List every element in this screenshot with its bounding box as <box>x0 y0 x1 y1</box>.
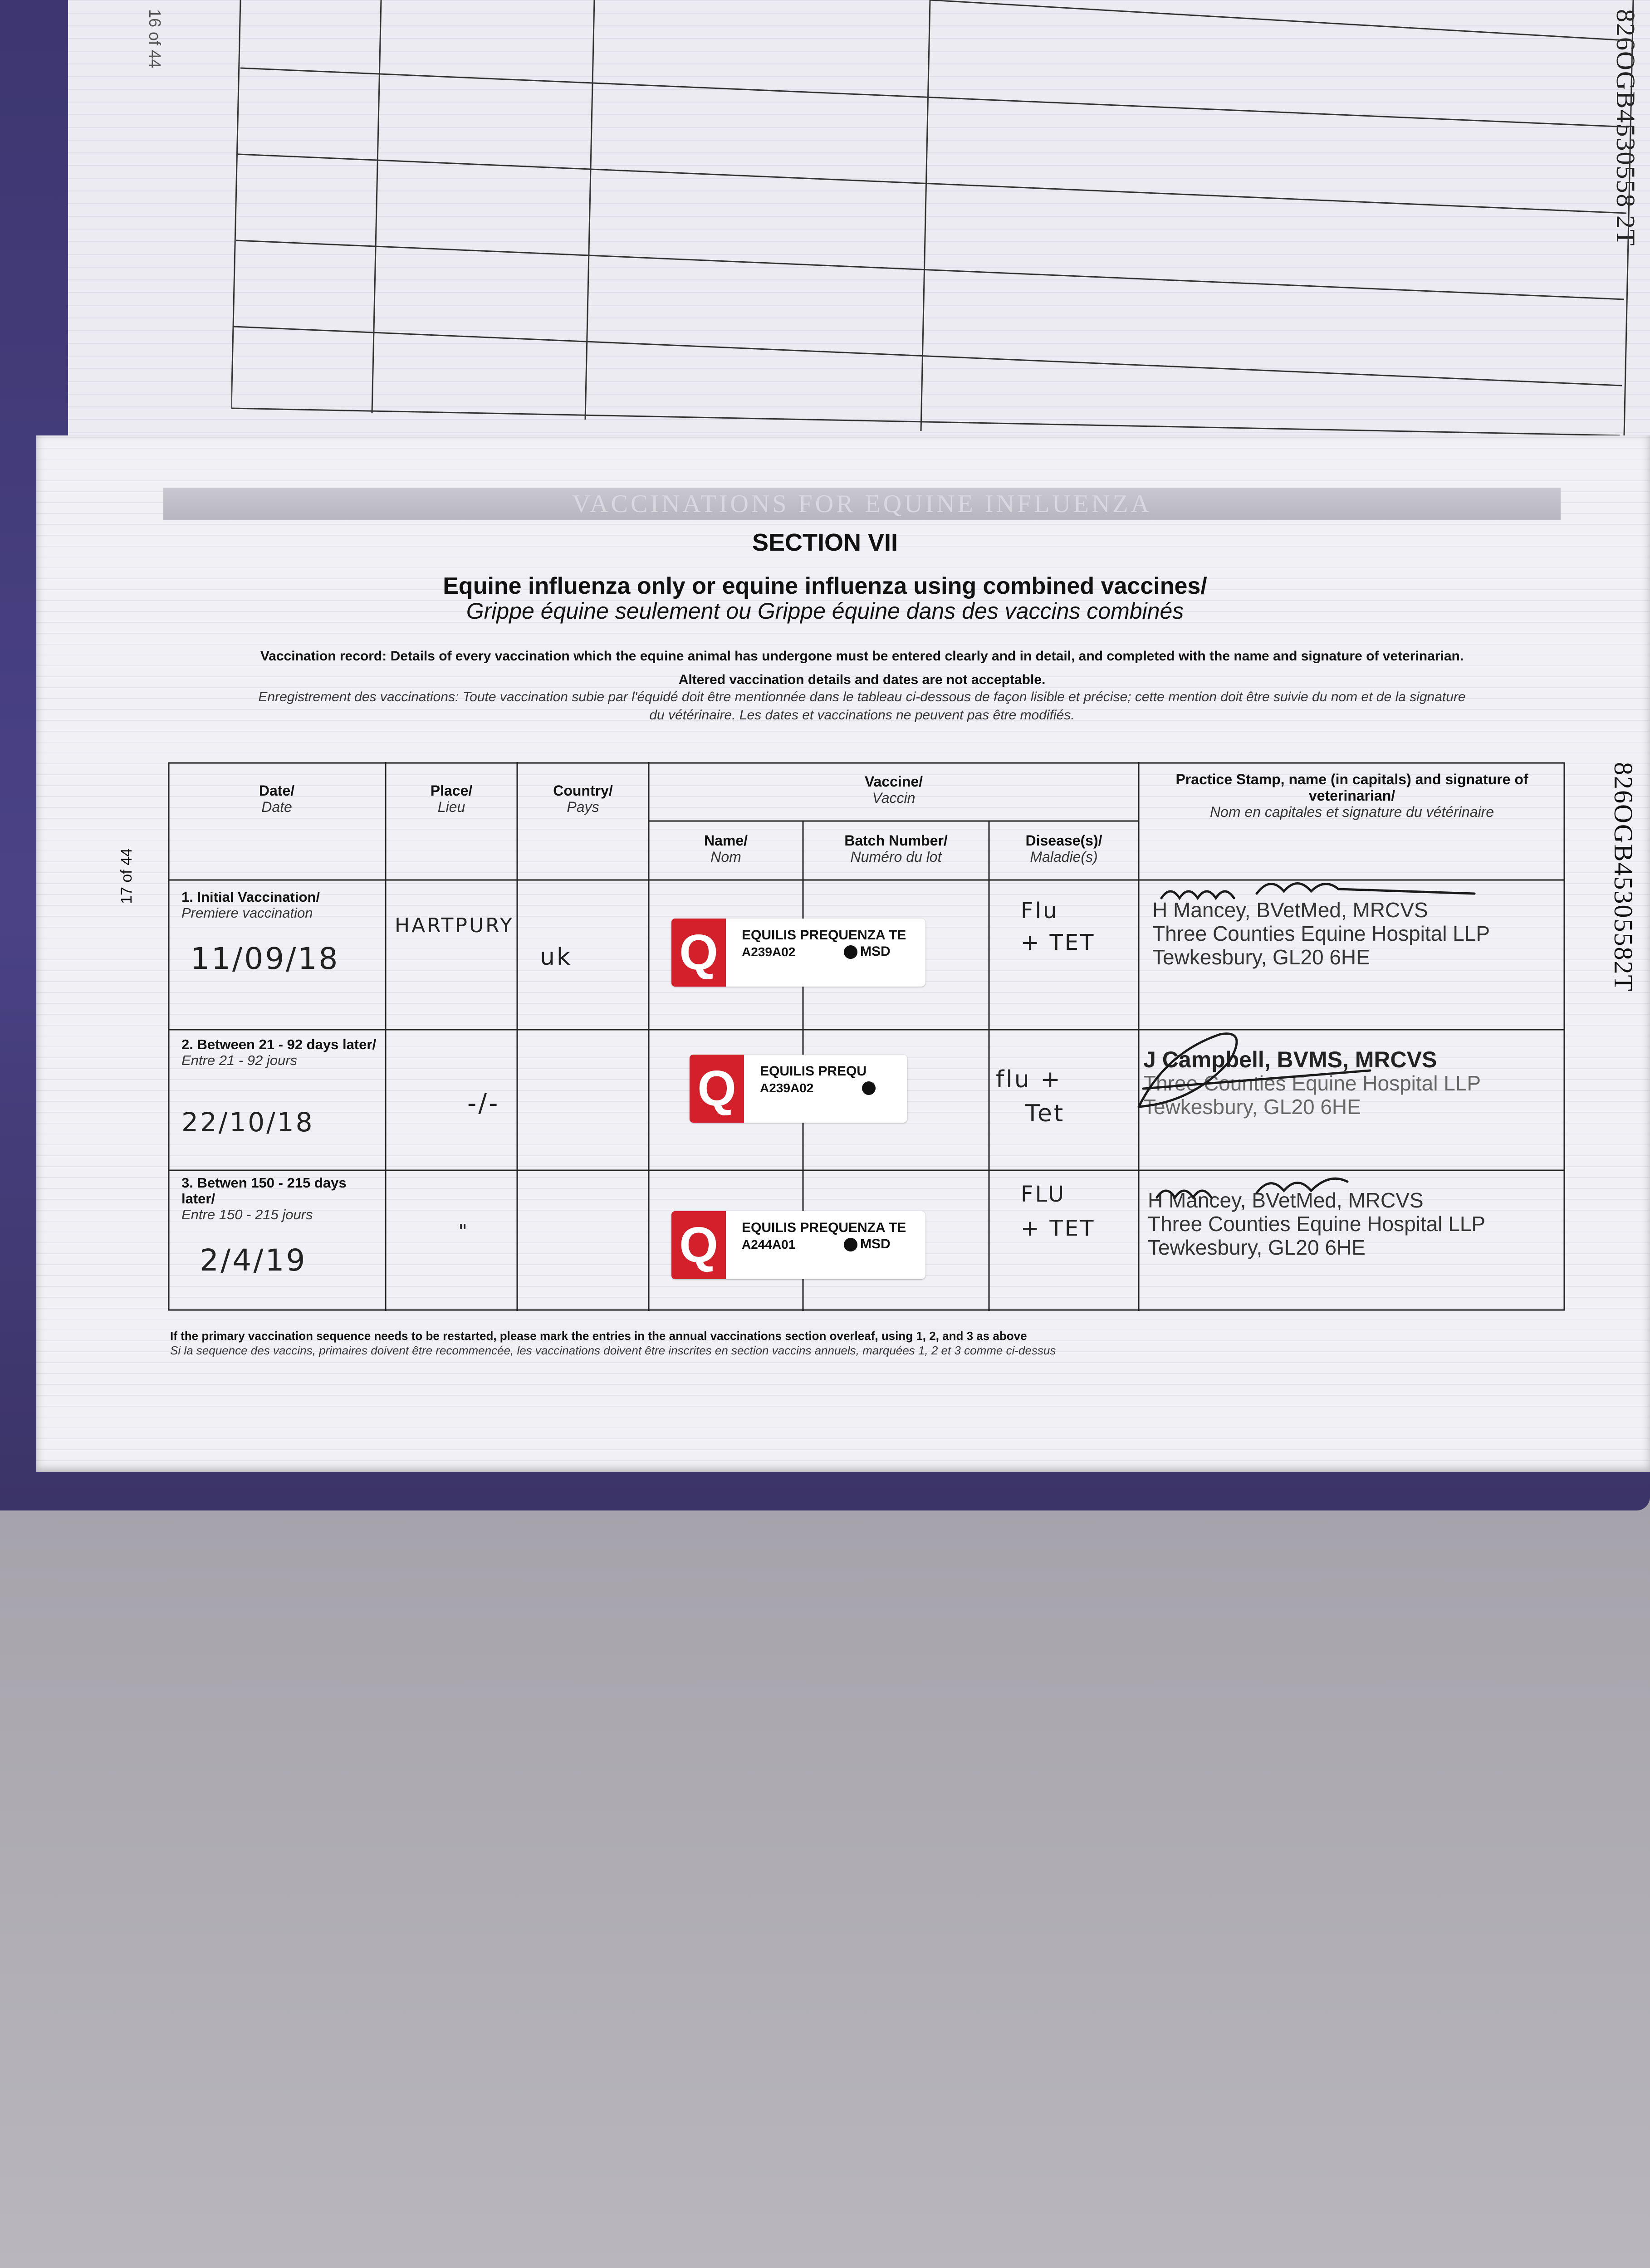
subtitle-french: Grippe équine seulement ou Grippe équine dans des vaccins combinés <box>466 598 1184 624</box>
footer-french: Si la sequence des vaccins, primaires doivent être recommencée, les vaccinations doivent être inscrites en section vaccins annuels, marquées 1, 2 et 3 comme ci-dessus <box>170 1344 1056 1357</box>
sticker1-maker: MSD <box>844 944 891 959</box>
row1-place: HARTPURY <box>395 914 514 937</box>
row3-place: " <box>458 1220 470 1243</box>
sticker1-name: EQUILIS PREQUENZA TE <box>742 928 906 943</box>
msd-logo-icon <box>844 1238 857 1251</box>
previous-page-number: 16 of 44 <box>146 9 164 68</box>
row3-practice-stamp: H Mancey, BVetMed, MRCVS Three Counties Equine Hospital LLP Tewkesbury, GL20 6HE <box>1148 1188 1486 1259</box>
footer-english: If the primary vaccination sequence needs to be restarted, please mark the entries in the annual vaccinations section overleaf, using 1, 2, and 3 as above <box>170 1329 1027 1343</box>
row2-practice-stamp: J Campbell, BVMS, MRCVS Three Counties Equine Hospital LLP Tewkesbury, GL20 6HE <box>1143 1047 1481 1119</box>
section-title: SECTION VII <box>752 529 898 556</box>
header-country: Country/ Pays <box>553 782 613 815</box>
previous-page <box>68 0 1650 458</box>
row-label-second: 2. Between 21 - 92 days later/ Entre 21 - 92 jours <box>181 1036 377 1068</box>
sticker3-name: EQUILIS PREQUENZA TE <box>742 1220 906 1235</box>
page-count: 17 of 44 <box>118 848 135 904</box>
row3-date: 2/4/19 <box>200 1243 307 1278</box>
row2-disease-line2: Tet <box>1025 1100 1065 1127</box>
vaccination-table <box>168 762 1565 1311</box>
vaccine-sticker-2: Q EQUILIS PREQU A239A02 <box>690 1055 907 1123</box>
header-date: Date/ Date <box>259 782 295 815</box>
row2-country: -/- <box>467 1089 500 1118</box>
row1-country: uk <box>540 943 573 971</box>
section-banner: VACCINATIONS FOR EQUINE INFLUENZA <box>163 488 1561 520</box>
instruction-french-2: du vétérinaire. Les dates et vaccinations ne peuvent pas être modifiés. <box>649 708 1075 723</box>
vaccine-sticker-1: Q EQUILIS PREQUENZA TE A239A02 MSD <box>671 919 925 987</box>
row1-disease-line1: Flu <box>1021 898 1059 924</box>
instruction-english-2: Altered vaccination details and dates are not acceptable. <box>678 672 1046 687</box>
header-name: Name/ Nom <box>704 832 748 865</box>
row1-date: 11/09/18 <box>191 941 340 976</box>
sticker2-name: EQUILIS PREQU <box>760 1064 867 1079</box>
header-batch: Batch Number/ Numéro du lot <box>844 832 948 865</box>
header-place: Place/ Lieu <box>430 782 473 815</box>
sticker1-batch: A239A02 <box>742 945 796 959</box>
row-label-third: 3. Betwen 150 - 215 days later/ Entre 150 - 215 jours <box>181 1175 347 1222</box>
msd-logo-icon <box>844 945 857 959</box>
sticker2-batch: A239A02 <box>760 1081 814 1095</box>
sticker3-maker: MSD <box>844 1237 891 1252</box>
sticker3-batch: A244A01 <box>742 1237 796 1251</box>
previous-page-reference: 826OGB4530558 2T <box>1611 9 1640 247</box>
msd-logo-icon <box>862 1081 876 1095</box>
sticker2-maker <box>862 1080 878 1095</box>
previous-page-table <box>231 0 1638 435</box>
row1-disease-line2: + TET <box>1021 930 1096 955</box>
subtitle-english: Equine influenza only or equine influenza using combined vaccines/ <box>443 573 1207 599</box>
row3-disease-line2: + TET <box>1021 1216 1096 1241</box>
instruction-french: Enregistrement des vaccinations: Toute vaccination subie par l'équidé doit être mentionnée dans le tableau ci-dessous de façon lisible et précise; cette mention doit être suivie du nom et de la signature <box>258 689 1466 704</box>
page-reference: 826OGB45305582T <box>1609 762 1638 992</box>
header-vaccine: Vaccine/ Vaccin <box>864 773 923 806</box>
row2-disease-line1: flu + <box>996 1066 1062 1093</box>
instruction-english: Vaccination record: Details of every vaccination which the equine animal has undergone must be entered clearly and in detail, and completed with the name and signature of veterinarian. <box>260 649 1464 664</box>
row2-date: 22/10/18 <box>181 1107 314 1138</box>
header-disease: Disease(s)/ Maladie(s) <box>1025 832 1102 865</box>
row1-practice-stamp: H Mancey, BVetMed, MRCVS Three Counties Equine Hospital LLP Tewkesbury, GL20 6HE <box>1152 898 1490 969</box>
header-practice-stamp: Practice Stamp, name (in capitals) and signature of veterinarian/ Nom en capitales et signature du vétérinaire <box>1175 771 1528 820</box>
row-label-initial: 1. Initial Vaccination/ Premiere vaccination <box>181 889 320 921</box>
vaccine-sticker-3: Q EQUILIS PREQUENZA TE A244A01 MSD <box>671 1211 925 1279</box>
row3-disease-line1: FLU <box>1021 1182 1066 1207</box>
